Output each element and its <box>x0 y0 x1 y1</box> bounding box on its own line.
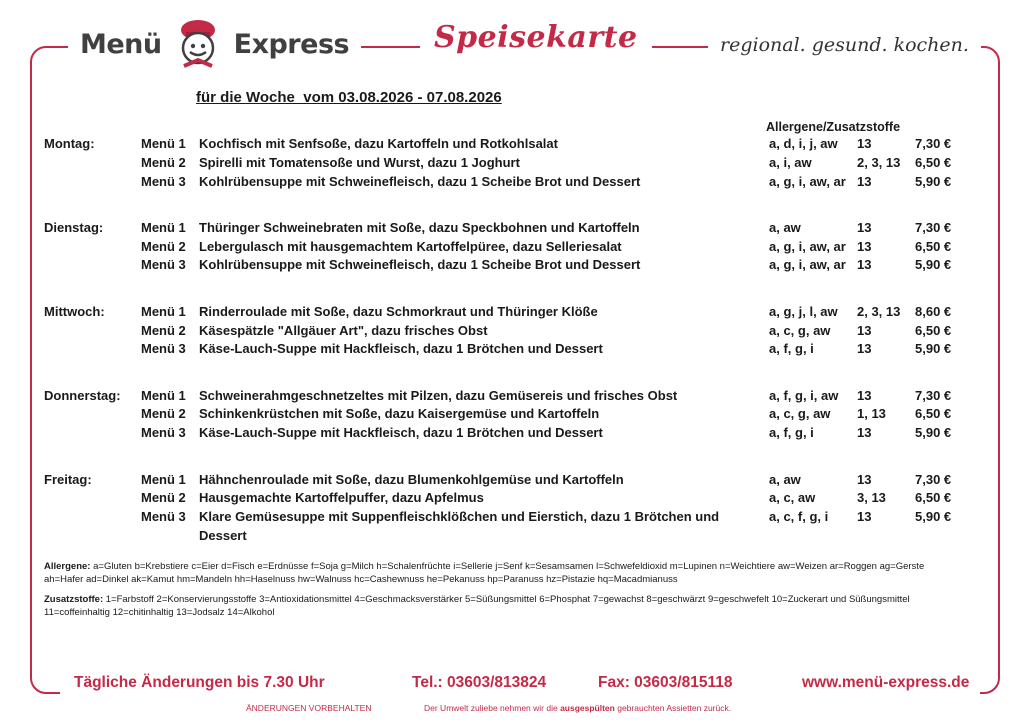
menu-row <box>44 423 964 442</box>
allergen-codes: a, f, g, i <box>769 425 814 441</box>
price: 5,90 € <box>915 173 952 189</box>
day-separator <box>44 190 964 218</box>
dish-name: Schinkenkrüstchen mit Soße, dazu Kaisergemüse und Kartoffeln <box>199 406 600 422</box>
price: 6,50 € <box>915 322 952 338</box>
eco-note-end: gebrauchten Assietten zurück. <box>614 703 732 713</box>
allergen-codes: a, g, i, aw, ar <box>769 238 846 254</box>
daily-changes-note: Tägliche Änderungen bis 7.30 Uhr <box>74 674 325 691</box>
day-separator <box>44 274 964 302</box>
allergen-codes: a, f, g, i <box>769 341 814 357</box>
menu-row <box>44 339 964 358</box>
dish-name: Lebergulasch mit hausgemachtem Kartoffelpüree, dazu Selleriesalat <box>199 238 622 254</box>
price: 6,50 € <box>915 490 952 506</box>
additive-codes: 13 <box>857 341 872 357</box>
additive-legend-text: 1=Farbstoff 2=Konservierungsstoffe 3=Antioxidationsmittel 4=Geschmacksverstärker 5=Süßungsmittel 6=Phosphat 7=gewachst 8=geschwärzt 9=geschwefelt 10=Zuckerart und Süßungsmittel 11=coffeinhaltig 12=chitinhaltig 13=Jodsalz 14=Alkohol <box>44 594 910 618</box>
additive-codes: 13 <box>857 425 872 441</box>
menu-row <box>44 470 964 489</box>
dish-name: Kohlrübensuppe mit Schweinefleisch, dazu 1 Scheibe Brot und Dessert <box>199 173 641 189</box>
dish-name: Klare Gemüsesuppe mit Suppenfleischklößchen und Eierstich, dazu 1 Brötchen und Dessert <box>199 509 720 543</box>
allergen-legend <box>44 560 964 586</box>
menu-number: Menü 3 <box>141 257 186 273</box>
eco-note <box>424 703 731 713</box>
allergen-codes: a, f, g, i, aw <box>769 387 839 403</box>
menu-row <box>44 321 964 340</box>
menu-row <box>44 172 964 191</box>
allergen-codes: a, c, g, aw <box>769 406 831 422</box>
allergen-codes: a, i, aw <box>769 154 812 170</box>
allergen-legend-text: a=Gluten b=Krebstiere c=Eier d=Fisch e=Erdnüsse f=Soja g=Milch h=Schalenfrüchte i=Sellerie j=Senf k=Sesamsamen l=Schwefeldioxid m=Lupinen n=Weichtiere aw=Weizen ar=Roggen ag=Gerste ah=Hafer ad=Dinkel ak=Kamut hm=Mandeln hh=Haselnuss hw=Walnuss hc=Cashewnuss he=Pekanuss hp=Paranuss hz=Pistazie hq=Macadmianuss <box>44 561 925 585</box>
dish-name: Kochfisch mit Senfsoße, dazu Kartoffeln und Rotkohlsalat <box>199 136 558 151</box>
dish-name: Schweinerahmgeschnetzeltes mit Pilzen, dazu Gemüsereis und frisches Obst <box>199 387 678 403</box>
allergen-legend-label: Allergene: <box>44 561 91 572</box>
additive-legend <box>44 593 964 619</box>
price: 7,30 € <box>915 471 952 487</box>
menu-number: Menü 3 <box>141 425 186 441</box>
menu-row <box>44 404 964 423</box>
dish-name: Hähnchenroulade mit Soße, dazu Blumenkohlgemüse und Kartoffeln <box>199 471 624 487</box>
changes-reserved: ÄNDERUNGEN VORBEHALTEN <box>246 703 372 713</box>
menu-number: Menü 1 <box>141 387 186 403</box>
menu-number: Menü 3 <box>141 173 186 189</box>
allergen-column-header: Allergene/Zusatzstoffe <box>766 120 901 134</box>
menu-number: Menü 1 <box>141 303 186 319</box>
allergen-codes: a, c, f, g, i <box>769 509 829 525</box>
day-label: Donnerstag: <box>44 387 121 403</box>
menu-row <box>44 302 964 321</box>
price: 7,30 € <box>915 136 952 151</box>
additive-codes: 13 <box>857 136 872 151</box>
dish-name: Käse-Lauch-Suppe mit Hackfleisch, dazu 1 Brötchen und Dessert <box>199 425 603 441</box>
day-label: Freitag: <box>44 471 92 487</box>
allergen-codes: a, g, i, aw, ar <box>769 173 846 189</box>
page-title: Speisekarte <box>420 20 652 55</box>
menu-number: Menü 1 <box>141 219 186 235</box>
menu-number: Menü 1 <box>141 136 186 151</box>
day-label: Mittwoch: <box>44 303 105 319</box>
dish-name: Käsespätzle "Allgäuer Art", dazu frisches Obst <box>199 322 488 338</box>
phone-number[interactable]: Tel.: 03603/813824 <box>412 674 547 691</box>
allergen-codes: a, c, aw <box>769 490 816 506</box>
menu-row <box>44 488 964 507</box>
day-separator <box>44 442 964 470</box>
price: 5,90 € <box>915 341 952 357</box>
additive-codes: 13 <box>857 173 872 189</box>
allergen-codes: a, g, i, aw, ar <box>769 257 846 273</box>
dish-name: Kohlrübensuppe mit Schweinefleisch, dazu 1 Scheibe Brot und Dessert <box>199 257 641 273</box>
additive-codes: 13 <box>857 219 872 235</box>
brand-word-left: Menü <box>80 28 162 60</box>
menu-row <box>44 386 964 405</box>
day-label: Dienstag: <box>44 219 104 235</box>
footer <box>70 674 980 694</box>
price: 5,90 € <box>915 425 952 441</box>
brand-logo <box>68 14 361 74</box>
price: 6,50 € <box>915 154 952 170</box>
eco-note-start: Der Umwelt zuliebe nehmen wir die <box>424 703 561 713</box>
menu-number: Menü 2 <box>141 154 186 170</box>
dish-name: Spirelli mit Tomatensoße und Wurst, dazu 1 Joghurt <box>199 154 520 170</box>
day-separator <box>44 358 964 386</box>
menu-number: Menü 3 <box>141 509 186 525</box>
additive-codes: 13 <box>857 471 872 487</box>
menu-row <box>44 237 964 256</box>
menu-row <box>44 134 964 153</box>
eco-note-bold: ausgespülten <box>560 703 615 713</box>
price: 6,50 € <box>915 406 952 422</box>
price: 6,50 € <box>915 238 952 254</box>
brand-word-right: Express <box>233 28 350 60</box>
website-link[interactable]: www.menü-express.de <box>802 674 970 691</box>
additive-codes: 13 <box>857 257 872 273</box>
weekly-menu <box>44 134 964 545</box>
week-range: für die Woche vom 03.08.2026 - 07.08.2026 <box>196 89 502 106</box>
menu-row <box>44 255 964 274</box>
additive-codes: 3, 13 <box>857 490 886 506</box>
menu-row <box>44 507 964 545</box>
allergen-codes: a, aw <box>769 219 801 235</box>
menu-number: Menü 2 <box>141 238 186 254</box>
menu-number: Menü 2 <box>141 406 186 422</box>
additive-codes: 2, 3, 13 <box>857 154 901 170</box>
chef-mascot-icon <box>170 16 226 72</box>
price: 8,60 € <box>915 303 952 319</box>
fax-number: Fax: 03603/815118 <box>598 674 733 691</box>
additive-codes: 13 <box>857 322 872 338</box>
menu-row <box>44 218 964 237</box>
additive-codes: 13 <box>857 238 872 254</box>
menu-number: Menü 3 <box>141 341 186 357</box>
menu-row <box>44 153 964 172</box>
slogan: regional. gesund. kochen. <box>708 34 981 56</box>
dish-name: Hausgemachte Kartoffelpuffer, dazu Apfelmus <box>199 490 484 506</box>
menu-number: Menü 2 <box>141 322 186 338</box>
additive-codes: 13 <box>857 509 872 525</box>
allergen-codes: a, c, g, aw <box>769 322 831 338</box>
dish-name: Thüringer Schweinebraten mit Soße, dazu Speckbohnen und Kartoffeln <box>199 219 640 235</box>
additive-legend-label: Zusatzstoffe: <box>44 594 104 605</box>
dish-name: Käse-Lauch-Suppe mit Hackfleisch, dazu 1 Brötchen und Dessert <box>199 341 603 357</box>
day-label: Montag: <box>44 136 95 151</box>
price: 7,30 € <box>915 219 952 235</box>
allergen-codes: a, d, i, j, aw <box>769 136 838 151</box>
additive-codes: 2, 3, 13 <box>857 303 901 319</box>
allergen-codes: a, aw <box>769 471 801 487</box>
dish-name: Rinderroulade mit Soße, dazu Schmorkraut und Thüringer Klöße <box>199 303 598 319</box>
price: 5,90 € <box>915 257 952 273</box>
menu-number: Menü 2 <box>141 490 186 506</box>
menu-number: Menü 1 <box>141 471 186 487</box>
allergen-codes: a, g, j, l, aw <box>769 303 838 319</box>
additive-codes: 13 <box>857 387 872 403</box>
price: 5,90 € <box>915 509 952 525</box>
price: 7,30 € <box>915 387 952 403</box>
additive-codes: 1, 13 <box>857 406 886 422</box>
